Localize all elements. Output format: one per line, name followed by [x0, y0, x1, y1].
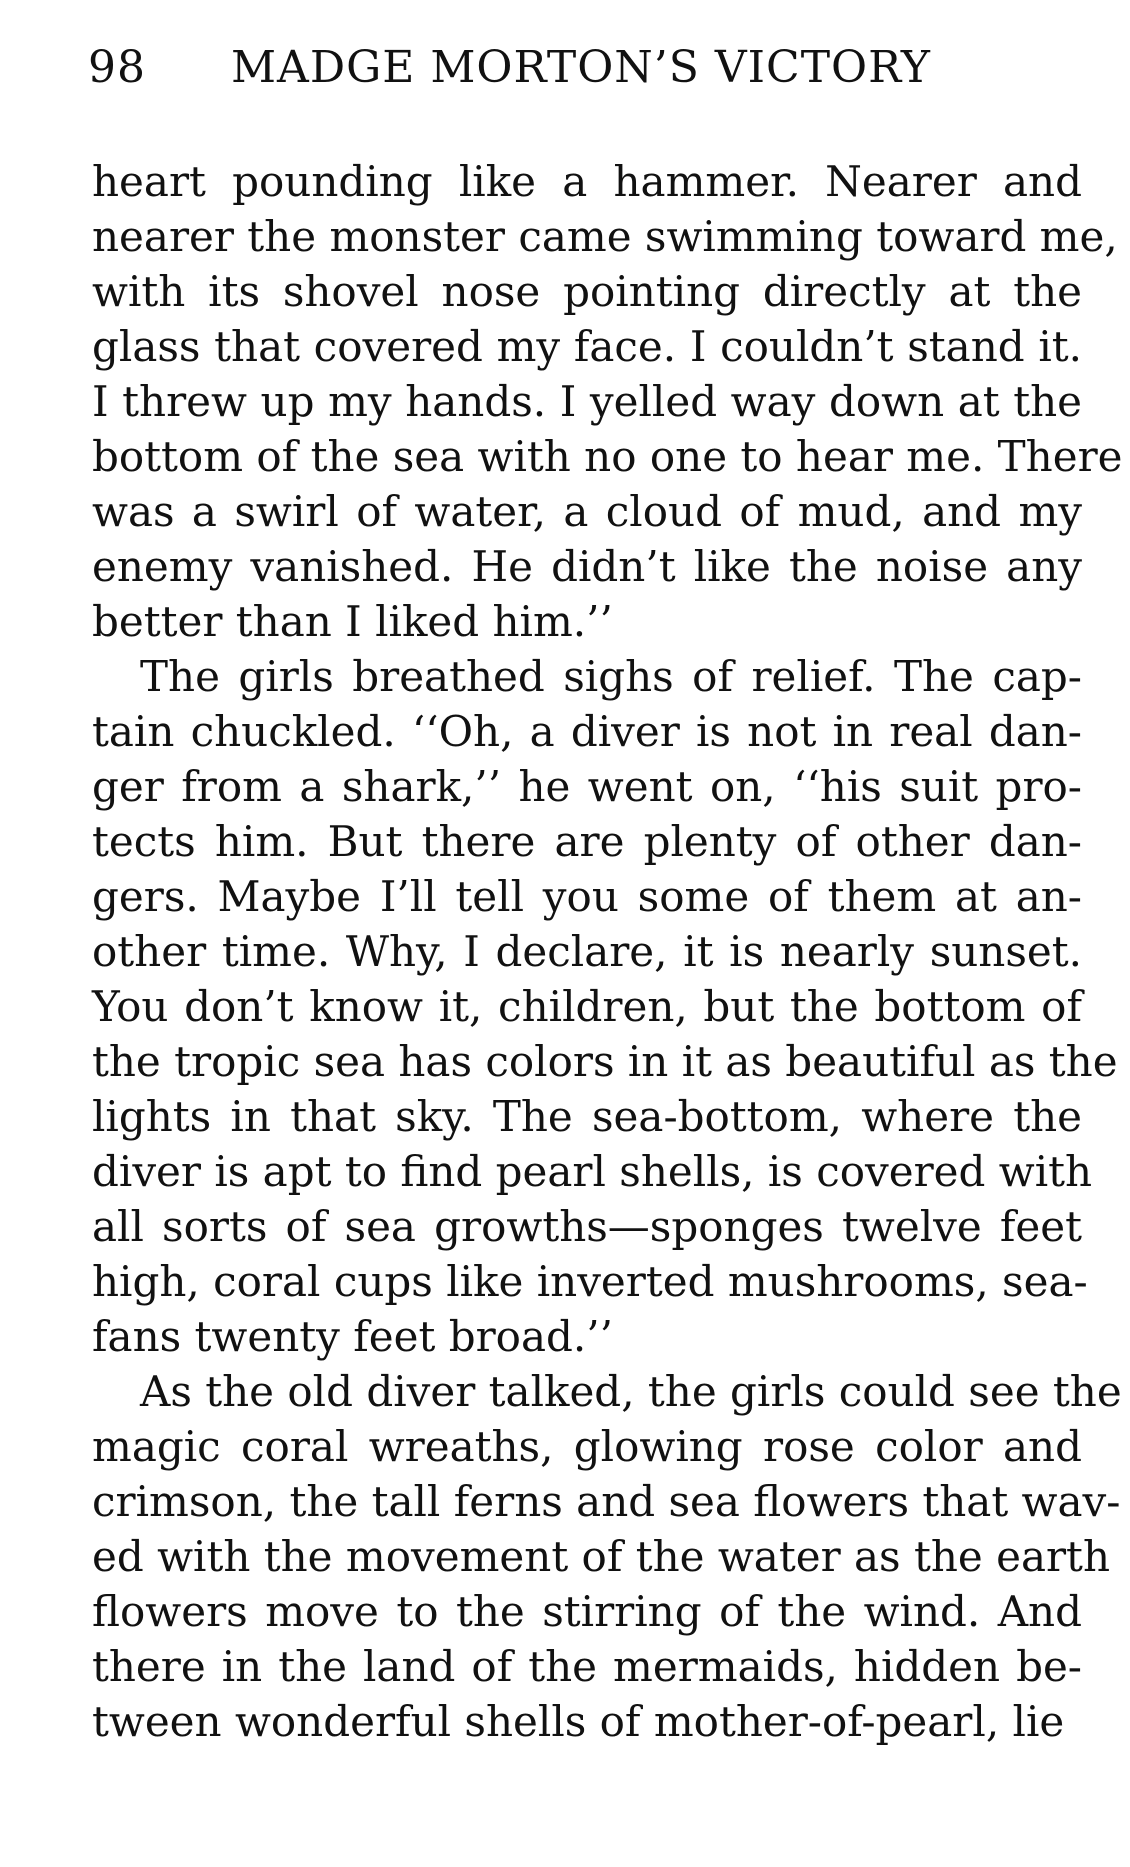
text-line: the tropic sea has colors in it as beautiful as the [92, 1037, 1118, 1086]
running-head [88, 38, 1078, 98]
text-line: ger from a shark,’’ he went on, ‘‘his suit pro- [92, 762, 1082, 811]
text-line: ed with the movement of the water as the earth [92, 1532, 1110, 1581]
text-line: The girls breathed sighs of relief. The cap- [140, 652, 1082, 701]
text-line: diver is apt to find pearl shells, is covered with [92, 1147, 1093, 1196]
text-line: other time. Why, I declare, it is nearly sunset. [92, 927, 1082, 976]
text-line: flowers move to the stirring of the wind. And [92, 1587, 1082, 1636]
text-line: all sorts of sea growths—sponges twelve feet [92, 1202, 1082, 1251]
text-line: glass that covered my face. I couldn’t stand it. [92, 322, 1082, 371]
paragraph [92, 649, 1118, 1364]
text-line: better than I liked him.’’ [92, 597, 613, 646]
text-line: enemy vanished. He didn’t like the noise any [92, 542, 1082, 591]
paragraph [92, 154, 1123, 649]
text-line: lights in that sky. The sea-bottom, where the [92, 1092, 1082, 1141]
text-line: tween wonderful shells of mother-of-pearl, lie [92, 1697, 1065, 1746]
text-line: tects him. But there are plenty of other dan- [92, 817, 1082, 866]
text-line: fans twenty feet broad.’’ [92, 1312, 613, 1361]
page-number: 98 [88, 42, 146, 93]
book-title: MADGE MORTON’S VICTORY [231, 42, 931, 93]
paragraph [92, 1364, 1122, 1749]
text-line: I threw up my hands. I yelled way down at the [92, 377, 1082, 426]
text-line: was a swirl of water, a cloud of mud, and my [92, 487, 1082, 536]
text-line: there in the land of the mermaids, hidden be- [92, 1642, 1082, 1691]
text-line: magic coral wreaths, glowing rose color and [92, 1422, 1082, 1471]
text-line: with its shovel nose pointing directly at the [92, 267, 1082, 316]
text-line: You don’t know it, children, but the bottom of [92, 982, 1082, 1031]
text-line: bottom of the sea with no one to hear me. There [92, 432, 1123, 481]
text-line: heart pounding like a hammer. Nearer and [92, 157, 1082, 206]
text-line: gers. Maybe I’ll tell you some of them at an- [92, 872, 1082, 921]
text-line: crimson, the tall ferns and sea flowers that wav- [92, 1477, 1121, 1526]
text-line: As the old diver talked, the girls could see the [140, 1367, 1122, 1416]
text-line: high, coral cups like inverted mushrooms, sea- [92, 1257, 1088, 1306]
body-text [92, 154, 1123, 1749]
text-line: tain chuckled. ‘‘Oh, a diver is not in real dan- [92, 707, 1082, 756]
text-line: nearer the monster came swimming toward me, [92, 212, 1118, 261]
